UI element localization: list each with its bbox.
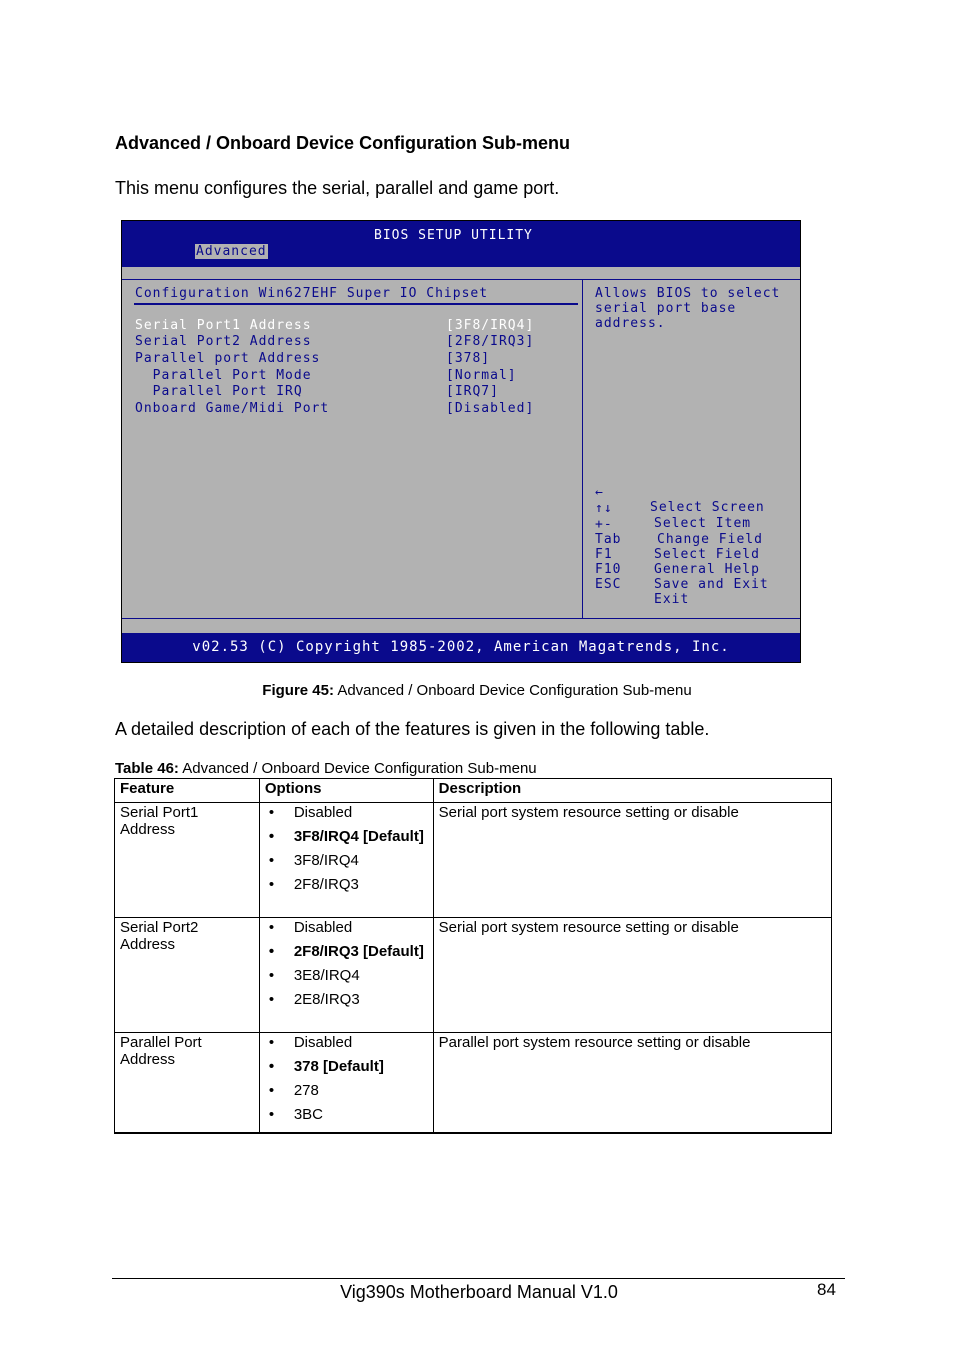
table-row xyxy=(115,803,832,918)
bios-key-exit xyxy=(595,562,690,607)
options-list xyxy=(265,919,428,1009)
table-caption-text: Advanced / Onboard Device Configuration Sub-menu xyxy=(178,760,537,777)
bios-item-label: Onboard Game/Midi Port xyxy=(135,401,330,416)
bios-key-name: ← xyxy=(595,485,604,500)
bios-section-rule xyxy=(134,303,578,305)
options-list xyxy=(265,1034,428,1124)
option-item-default: • 378 [Default] xyxy=(265,1058,428,1076)
bios-key-desc: Select Screen xyxy=(650,500,765,515)
option-item: • 2E8/IRQ3 xyxy=(265,991,428,1009)
bios-tab-advanced[interactable]: Advanced xyxy=(196,244,267,259)
bios-key-name: F1 xyxy=(595,547,613,562)
figure-caption-text: Advanced / Onboard Device Configuration Sub-menu xyxy=(333,682,692,699)
bios-help-text: Allows BIOS to select serial port base address. xyxy=(595,286,781,331)
bios-item-value: [378] xyxy=(446,351,491,366)
bios-item-parallel-irq[interactable] xyxy=(135,384,575,401)
bios-item-serial-port1[interactable] xyxy=(135,318,575,335)
bios-item-label: Serial Port2 Address xyxy=(135,334,312,349)
bios-item-value: [3F8/IRQ4] xyxy=(446,318,535,333)
bios-item-value: [Disabled] xyxy=(446,401,535,416)
section-heading: Advanced / Onboard Device Configuration Sub-menu xyxy=(115,133,571,153)
footer-rule xyxy=(112,1278,845,1279)
column-header-feature: Feature xyxy=(115,779,260,803)
bios-key-desc: General Help xyxy=(654,562,760,577)
bios-divider xyxy=(122,618,800,619)
option-item: • 3F8/IRQ4 xyxy=(265,852,428,870)
option-item: • 3BC xyxy=(265,1106,428,1124)
bios-item-value: [Normal] xyxy=(446,368,517,383)
bios-item-label: Parallel port Address xyxy=(135,351,321,366)
bios-key-desc: Exit xyxy=(654,592,690,607)
table-label: Table 46: xyxy=(115,760,179,777)
bios-item-parallel-mode[interactable] xyxy=(135,368,575,385)
table-caption xyxy=(115,760,537,777)
bios-section-title: Configuration Win627EHF Super IO Chipset xyxy=(135,286,489,301)
bios-item-label: Serial Port1 Address xyxy=(135,318,312,333)
bios-item-label: Parallel Port Mode xyxy=(135,368,312,383)
bios-item-parallel-address[interactable] xyxy=(135,351,575,368)
bios-key-desc: Change Field xyxy=(657,532,763,547)
option-item: • Disabled xyxy=(265,804,428,822)
option-item-default: • 2F8/IRQ3 [Default] xyxy=(265,943,428,961)
figure-caption xyxy=(0,682,954,699)
bios-key-desc: Save and Exit xyxy=(654,577,769,592)
feature-cell: Serial Port2 Address xyxy=(115,918,260,1033)
bios-key-desc: Select Item xyxy=(654,516,752,531)
options-cell xyxy=(259,803,433,918)
bios-settings-panel xyxy=(122,280,583,618)
bios-item-game-midi[interactable] xyxy=(135,401,575,418)
bios-item-value: [IRQ7] xyxy=(446,384,499,399)
feature-table xyxy=(114,778,832,1134)
options-cell xyxy=(259,918,433,1033)
bios-item-label: Parallel Port IRQ xyxy=(135,384,303,399)
bios-key-name: F10 xyxy=(595,562,622,577)
bios-copyright-footer: v02.53 (C) Copyright 1985-2002, American Magatrends, Inc. xyxy=(122,633,800,662)
bios-key-select-screen xyxy=(595,470,765,515)
bios-key-name: ESC xyxy=(595,577,622,592)
option-item: • 3E8/IRQ4 xyxy=(265,967,428,985)
bios-key-name: ↑↓ xyxy=(595,501,613,516)
option-item: • Disabled xyxy=(265,919,428,937)
page-number: 84 xyxy=(817,1280,836,1299)
column-header-options: Options xyxy=(259,779,433,803)
bios-screenshot xyxy=(121,220,801,663)
description-cell: Serial port system resource setting or disable xyxy=(433,918,831,1033)
intro-paragraph: This menu configures the serial, parallel and game port. xyxy=(115,178,560,198)
detail-paragraph: A detailed description of each of the features is given in the following table. xyxy=(115,719,710,739)
bios-header-bar xyxy=(122,221,800,267)
option-item: • Disabled xyxy=(265,1034,428,1052)
feature-cell: Serial Port1 Address xyxy=(115,803,260,918)
figure-label: Figure 45: xyxy=(262,682,334,699)
feature-cell: Parallel Port Address xyxy=(115,1033,260,1134)
table-row xyxy=(115,1033,832,1134)
bios-key-desc: Select Field xyxy=(654,547,760,562)
options-cell xyxy=(259,1033,433,1134)
table-header-row xyxy=(115,779,832,803)
column-header-description: Description xyxy=(433,779,831,803)
bios-item-serial-port2[interactable] xyxy=(135,334,575,351)
footer-title: Vig390s Motherboard Manual V1.0 xyxy=(340,1282,618,1302)
bios-item-value: [2F8/IRQ3] xyxy=(446,334,535,349)
description-cell: Serial port system resource setting or disable xyxy=(433,803,831,918)
bios-title: BIOS SETUP UTILITY xyxy=(374,228,533,243)
option-item-default: • 3F8/IRQ4 [Default] xyxy=(265,828,428,846)
option-item: • 278 xyxy=(265,1082,428,1100)
description-cell: Parallel port system resource setting or disable xyxy=(433,1033,831,1134)
bios-key-name: Tab xyxy=(595,532,622,547)
options-list xyxy=(265,804,428,894)
bios-key-name: +- xyxy=(595,517,613,532)
table-row xyxy=(115,918,832,1033)
option-item: • 2F8/IRQ3 xyxy=(265,876,428,894)
